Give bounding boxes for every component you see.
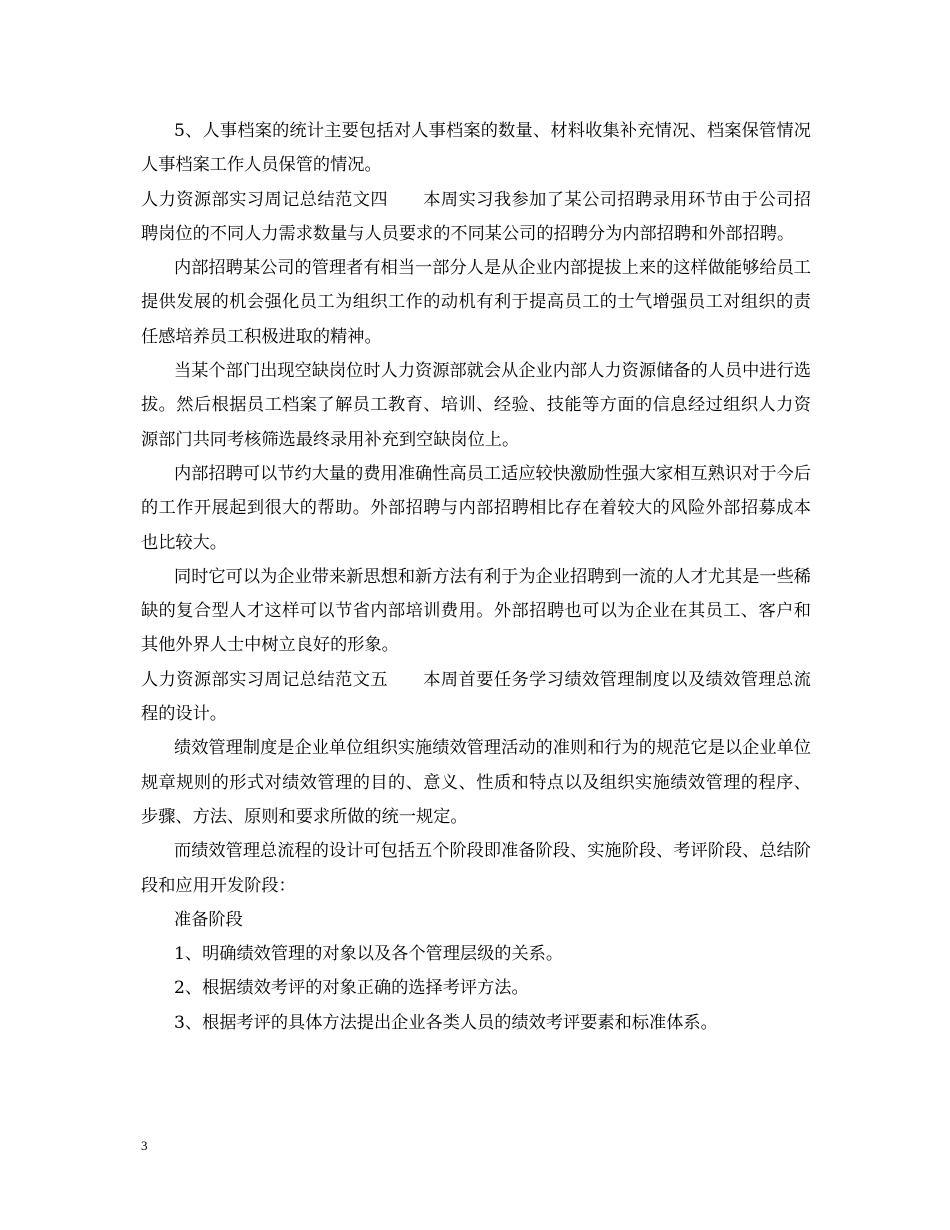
paragraph: 而绩效管理总流程的设计可包括五个阶段即准备阶段、实施阶段、考评阶段、总结阶段和应用开发阶段： <box>141 841 811 896</box>
paragraph: 绩效管理制度是企业单位组织实施绩效管理活动的准则和行为的规范它是以企业单位规章规则的形式对绩效管理的目的、意义、性质和特点以及组织实施绩效管理的程序、步骤、方法、原则和要求所做的统一规定。 <box>141 738 811 827</box>
subheading: 准备阶段 <box>174 909 243 930</box>
list-item: 3、根据考评的具体方法提出企业各类人员的绩效考评要素和标准体系。 <box>174 1012 718 1033</box>
paragraph-section-heading: 人力资源部实习周记总结范文五 本周首要任务学习绩效管理制度以及绩效管理总流程的设计。 <box>141 669 811 725</box>
paragraph: 5、人事档案的统计主要包括对人事档案的数量、材料收集补充情况、档案保管情况人事档案工作人员保管的情况。 <box>141 121 811 176</box>
paragraph: 内部招聘某公司的管理者有相当一部分人是从企业内部提拔上来的这样做能够给员工提供发展的机会强化员工为组织工作的动机有利于提高员工的士气增强员工对组织的责任感培养员工积极进取的精神。 <box>141 258 811 347</box>
document-body <box>141 114 811 1040</box>
paragraph: 同时它可以为企业带来新思想和新方法有利于为企业招聘到一流的人才尤其是一些稀缺的复合型人才这样可以节省内部培训费用。外部招聘也可以为企业在其员工、客户和其他外界人士中树立良好的形象。 <box>141 566 811 656</box>
page-number: 3 <box>141 1138 148 1153</box>
paragraph-section-heading: 人力资源部实习周记总结范文四 本周实习我参加了某公司招聘录用环节由于公司招聘岗位的不同人力需求数量与人员要求的不同某公司的招聘分为内部招聘和外部招聘。 <box>141 189 811 244</box>
list-item: 2、根据绩效考评的对象正确的选择考评方法。 <box>174 978 529 999</box>
paragraph: 当某个部门出现空缺岗位时人力资源部就会从企业内部人力资源储备的人员中进行选拔。然后根据员工档案了解员工教育、培训、经验、技能等方面的信息经过组织人力资源部门共同考核筛选最终录用补充到空缺岗位上。 <box>141 361 811 450</box>
paragraph: 内部招聘可以节约大量的费用准确性高员工适应较快激励性强大家相互熟识对于今后的工作开展起到很大的帮助。外部招聘与内部招聘相比存在着较大的风险外部招募成本也比较大。 <box>141 463 811 553</box>
list-item: 1、明确绩效管理的对象以及各个管理层级的关系。 <box>174 944 564 965</box>
